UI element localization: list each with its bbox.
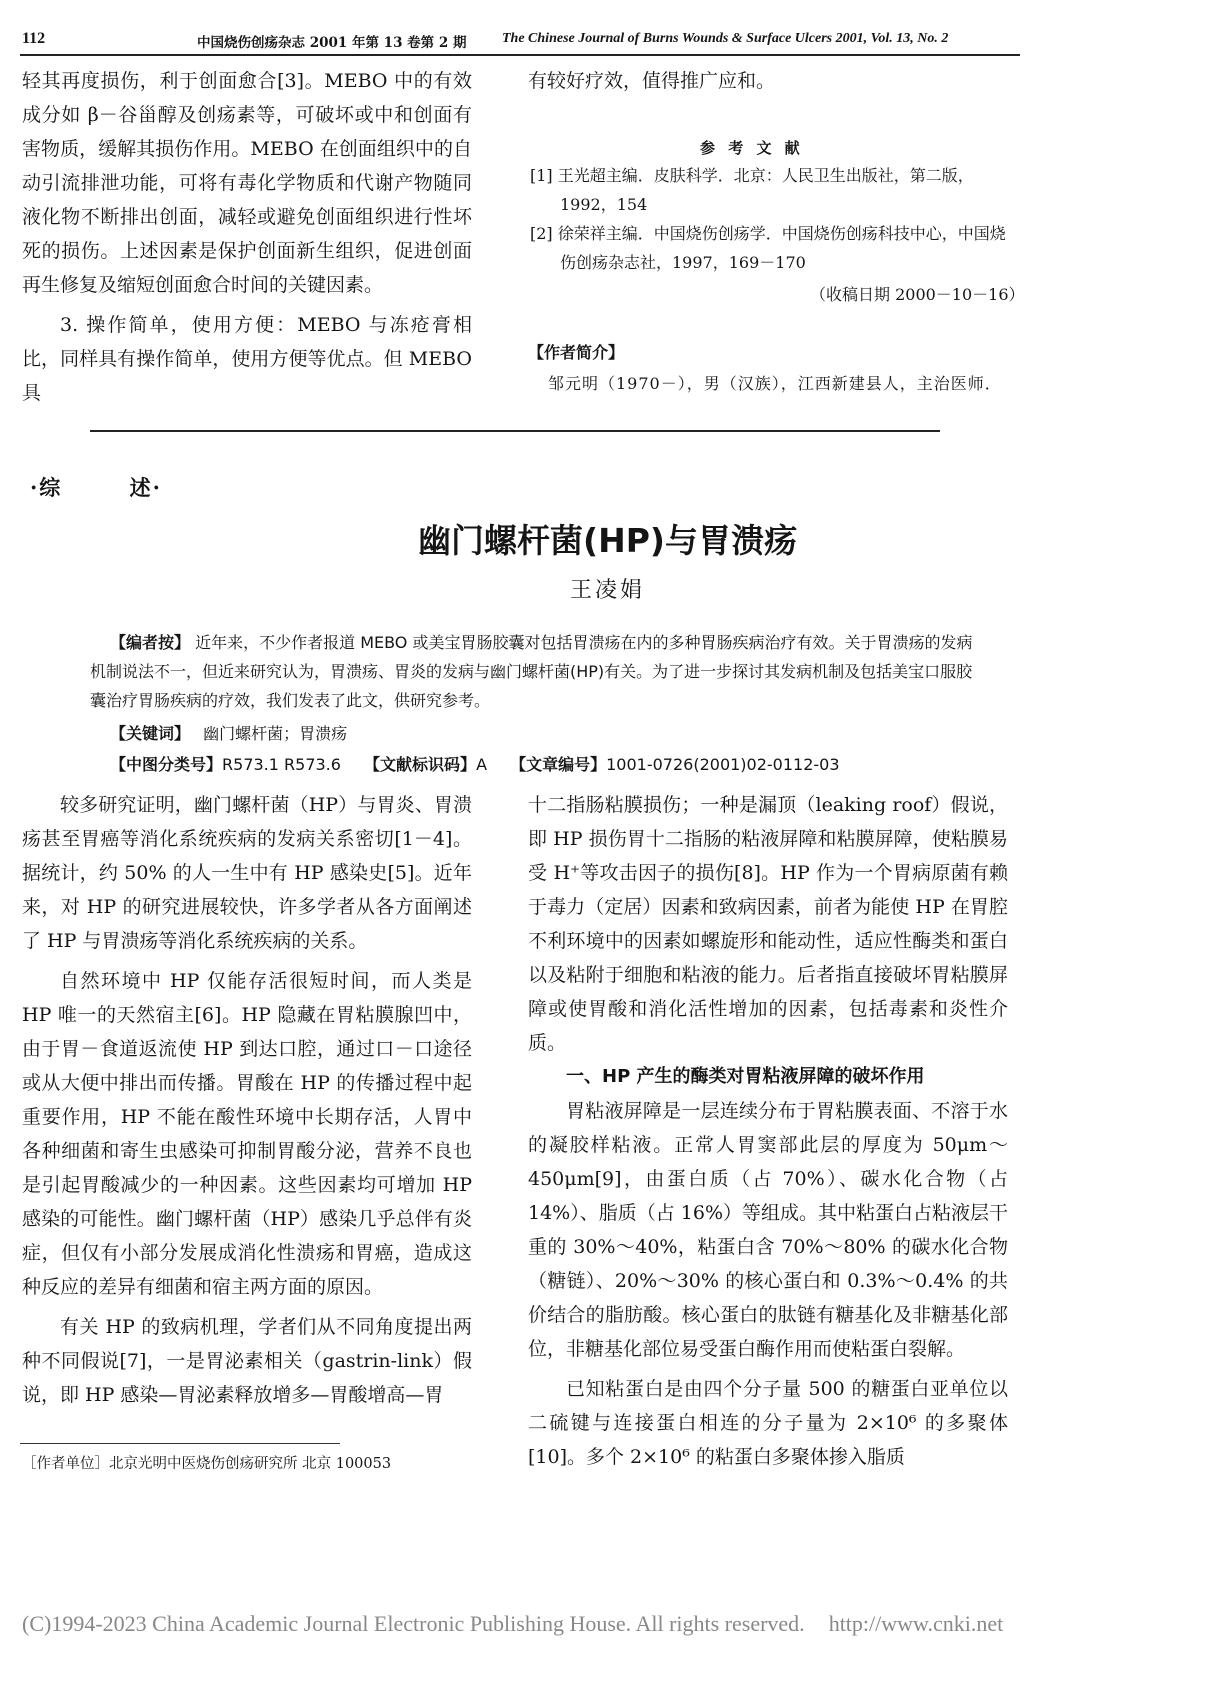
- article-no-value: 1001-0726(2001)02-0112-03: [606, 755, 840, 774]
- editor-note-text: 近年来，不少作者报道 MEBO 或美宝胃肠胶囊对包括胃溃疡在内的多种胃肠疾病治疗有效。关于胃溃疡的发病机制说法不一，但近来研究认为，胃溃疡、胃炎的发病与幽门螺杆菌(HP)有关。为了进一步探讨其发病机制及包括美宝口服胶囊治疗胃肠疾病的疗效，我们发表了此文，供研究参考。: [90, 633, 973, 710]
- doc-code-label: 【文献标识码】: [364, 755, 477, 774]
- body-left-column: [22, 788, 472, 1412]
- article-author: 王凌娟: [569, 578, 645, 603]
- footnote-rule: [20, 1443, 340, 1444]
- paragraph: 有较好疗效，值得推广应和。: [528, 70, 776, 92]
- class-label: 【中图分类号】: [110, 755, 223, 774]
- article-title: 幽门螺杆菌(HP)与胃溃疡: [418, 521, 797, 560]
- reference-item: [2] 徐荣祥主编．中国烧伤创疡学．中国烧伤创疡科技中心，中国烧伤创疡杂志社，1997，169－170: [530, 224, 1006, 272]
- editor-note-label: 【编者按】: [110, 633, 191, 652]
- author-intro: 邹元明（1970－），男（汉族），江西新建县人，主治医师．: [548, 374, 1002, 393]
- classification-line: [110, 752, 858, 775]
- author-affiliation-footnote: ［作者单位］北京光明中医烧伤创疡研究所 北京 100053: [22, 1456, 392, 1472]
- paragraph: 自然环境中 HP 仅能存活很短时间，而人类是 HP 唯一的天然宿主[6]。HP 隐藏在胃粘膜腺凹中，由于胃－食道返流使 HP 到达口腔，通过口－口途径或从大便中排出而传播。胃酸在 HP 的传播过程中起重要作用，HP 不能在酸性环境中长期存活，人胃中各种细菌和寄生虫感染可抑制胃酸分泌，营养不良也是引起胃酸减少的一种因素。这些因素均可增加 HP 感染的可能性。幽门螺杆菌（HP）感染几乎总伴有炎症，但仅有小部分发展成消化性溃疡和胃癌，造成这种反应的差异有细菌和宿主两方面的原因。: [22, 970, 472, 1298]
- prev-article-left-column: [22, 64, 472, 410]
- paragraph: 已知粘蛋白是由四个分子量 500 的糖蛋白亚单位以二硫键与连接蛋白相连的分子量为 2×10⁶ 的多聚体[10]。多个 2×10⁶ 的粘蛋白多聚体掺入脂质: [528, 1378, 1008, 1468]
- header-rule: [20, 54, 1020, 56]
- prev-article-right-column: [528, 64, 1008, 98]
- paragraph: 较多研究证明，幽门螺杆菌（HP）与胃炎、胃溃疡甚至胃癌等消化系统疾病的发病关系密切[1－4]。据统计，约 50% 的人一生中有 HP 感染史[5]。近年来，对 HP 的研究进展较快，许多学者从各方面阐述了 HP 与胃溃疡等消化系统疾病的关系。: [22, 794, 472, 952]
- class-value: R573.1 R573.6: [222, 755, 341, 774]
- editor-note: [90, 628, 980, 715]
- paragraph: 有关 HP 的致病机理，学者们从不同角度提出两种不同假说[7]，一是胃泌素相关（gastrin-link）假说，即 HP 感染—胃泌素释放增多—胃酸增高—胃: [22, 1316, 472, 1406]
- reference-item: [1] 王光超主编．皮肤科学．北京：人民卫生出版社，第二版，1992，154: [530, 166, 974, 214]
- journal-title-cn: 中国烧伤创疡杂志 2001 年第 13 卷第 2 期: [197, 35, 467, 51]
- body-right-column: [528, 788, 1008, 1474]
- received-date: （收稿日期 2000－10－16）: [810, 285, 1025, 304]
- page-number: 112: [22, 30, 46, 47]
- doc-code-value: A: [476, 755, 488, 774]
- reference-list: [530, 161, 1010, 277]
- copyright-url[interactable]: http://www.cnki.net: [828, 1611, 1004, 1636]
- running-header: [22, 30, 1022, 54]
- author-intro-label: 【作者简介】: [528, 343, 625, 362]
- section-label: [30, 472, 162, 502]
- keywords-line: [110, 721, 347, 744]
- section-label-part: ·综: [30, 475, 63, 500]
- section-label-part: 述·: [129, 475, 162, 500]
- copyright-line: [22, 1611, 1003, 1637]
- journal-title-en: The Chinese Journal of Burns Wounds & Surface Ulcers 2001, Vol. 13, No. 2: [502, 31, 949, 46]
- references-heading: 参 考 文 献: [700, 139, 804, 157]
- section-heading: 一、HP 产生的酶类对胃粘液屏障的破坏作用: [566, 1066, 925, 1087]
- paragraph: 轻其再度损伤，利于创面愈合[3]。MEBO 中的有效成分如 β－谷甾醇及创疡素等，可破坏或中和创面有害物质，缓解其损伤作用。MEBO 在创面组织中的自动引流排泄功能，可将有毒化学物质和代谢产物随同液化物不断排出创面，减轻或避免创面组织进行性坏死的损伤。上述因素是保护创面新生组织，促进创面再生修复及缩短创面愈合时间的关键因素。: [22, 70, 472, 296]
- article-no-label: 【文章编号】: [510, 755, 607, 774]
- keywords: 幽门螺杆菌；胃溃疡: [203, 724, 348, 743]
- paragraph: 十二指肠粘膜损伤；一种是漏顶（leaking roof）假说，即 HP 损伤胃十二指肠的粘液屏障和粘膜屏障，使粘膜易受 H⁺等攻击因子的损伤[8]。HP 作为一个胃病原菌有赖于毒力（定居）因素和致病因素，前者为能使 HP 在胃腔不利环境中的因素如螺旋形和能动性，适应性酶类和蛋白以及粘附于细胞和粘液的能力。后者指直接破坏胃粘膜屏障或使胃酸和消化活性增加的因素，包括毒素和炎性介质。: [528, 794, 1008, 1054]
- paragraph: 3. 操作简单，使用方便：MEBO 与冻疮膏相比，同样具有操作简单，使用方便等优点。但 MEBO 具: [22, 314, 472, 404]
- paragraph: 胃粘液屏障是一层连续分布于胃粘膜表面、不溶于水的凝胶样粘液。正常人胃窦部此层的厚度为 50μm～450μm[9]，由蛋白质（占 70%）、碳水化合物（占 14%）、脂质（占 16%）等组成。其中粘蛋白占粘液层干重的 30%～40%，粘蛋白含 70%～80% 的碳水化合物（糖链）、20%～30% 的核心蛋白和 0.3%～0.4% 的共价结合的脂肪酸。核心蛋白的肽链有糖基化及非糖基化部位，非糖基化部位易受蛋白酶作用而使粘蛋白裂解。: [528, 1100, 1009, 1360]
- copyright-text: (C)1994-2023 China Academic Journal Electronic Publishing House. All rights reserved.: [22, 1611, 805, 1636]
- keywords-label: 【关键词】: [110, 724, 191, 743]
- article-divider: [90, 430, 940, 432]
